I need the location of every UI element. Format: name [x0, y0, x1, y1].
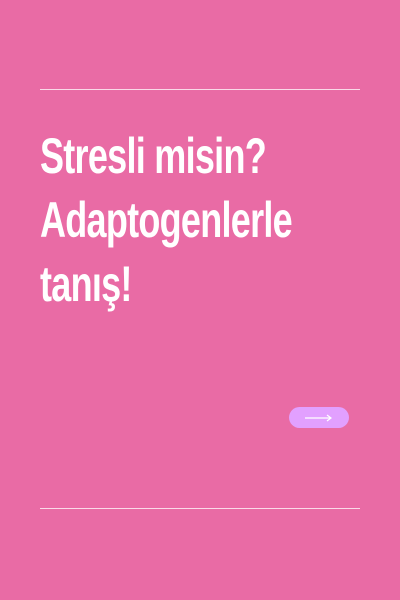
headline-line-1: Stresli misin? [40, 128, 267, 184]
top-divider [40, 89, 360, 90]
arrow-right-icon [304, 414, 334, 422]
headline-line-3: tanış! [40, 256, 132, 312]
headline [40, 124, 292, 316]
headline-line-2: Adaptogenlerle [40, 192, 292, 248]
bottom-divider [40, 508, 360, 509]
next-button[interactable] [289, 407, 349, 428]
